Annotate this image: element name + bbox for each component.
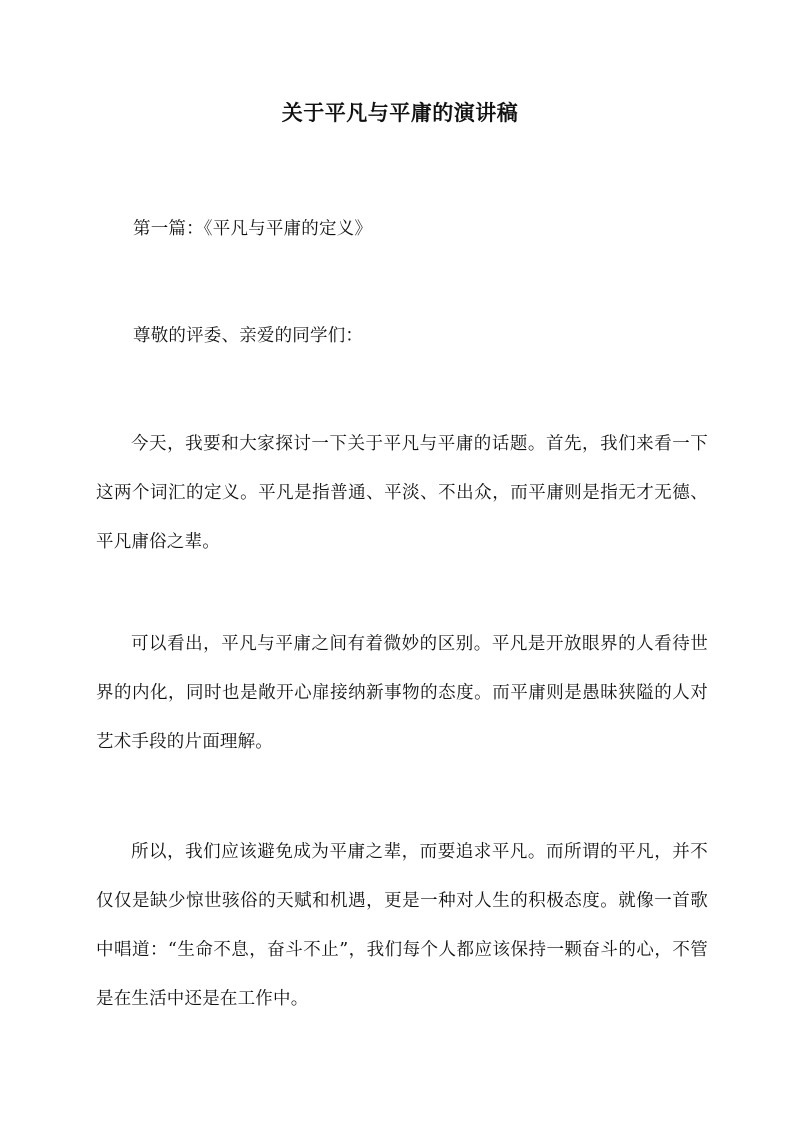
paragraph-2: 可以看出，平凡与平庸之间有着微妙的区别。平凡是开放眼界的人看待世界的内化，同时也是敞开心扉接纳新事物的态度。而平庸则是愚昧狭隘的人对艺术手段的片面理解。 [96,634,708,752]
salutation: 尊敬的评委、亲爱的同学们： [133,326,364,346]
paragraph-3: 所以，我们应该避免成为平庸之辈，而要追求平凡。而所谓的平凡，并不仅仅是缺少惊世骇俗的天赋和机遇，更是一种对人生的积极态度。就像一首歌中唱道：“生命不息，奋斗不止”，我们每个人都应该保持一颗奋斗的心，不管是在生活中还是在工作中。 [96,842,708,1009]
section-heading: 第一篇：《平凡与平庸的定义》 [133,219,373,239]
paragraph-1: 今天，我要和大家探讨一下关于平凡与平庸的话题。首先，我们来看一下这两个词汇的定义。平凡是指普通、平淡、不出众，而平庸则是指无才无德、平凡庸俗之辈。 [96,434,708,552]
document-title: 关于平凡与平庸的演讲稿 [281,100,519,125]
